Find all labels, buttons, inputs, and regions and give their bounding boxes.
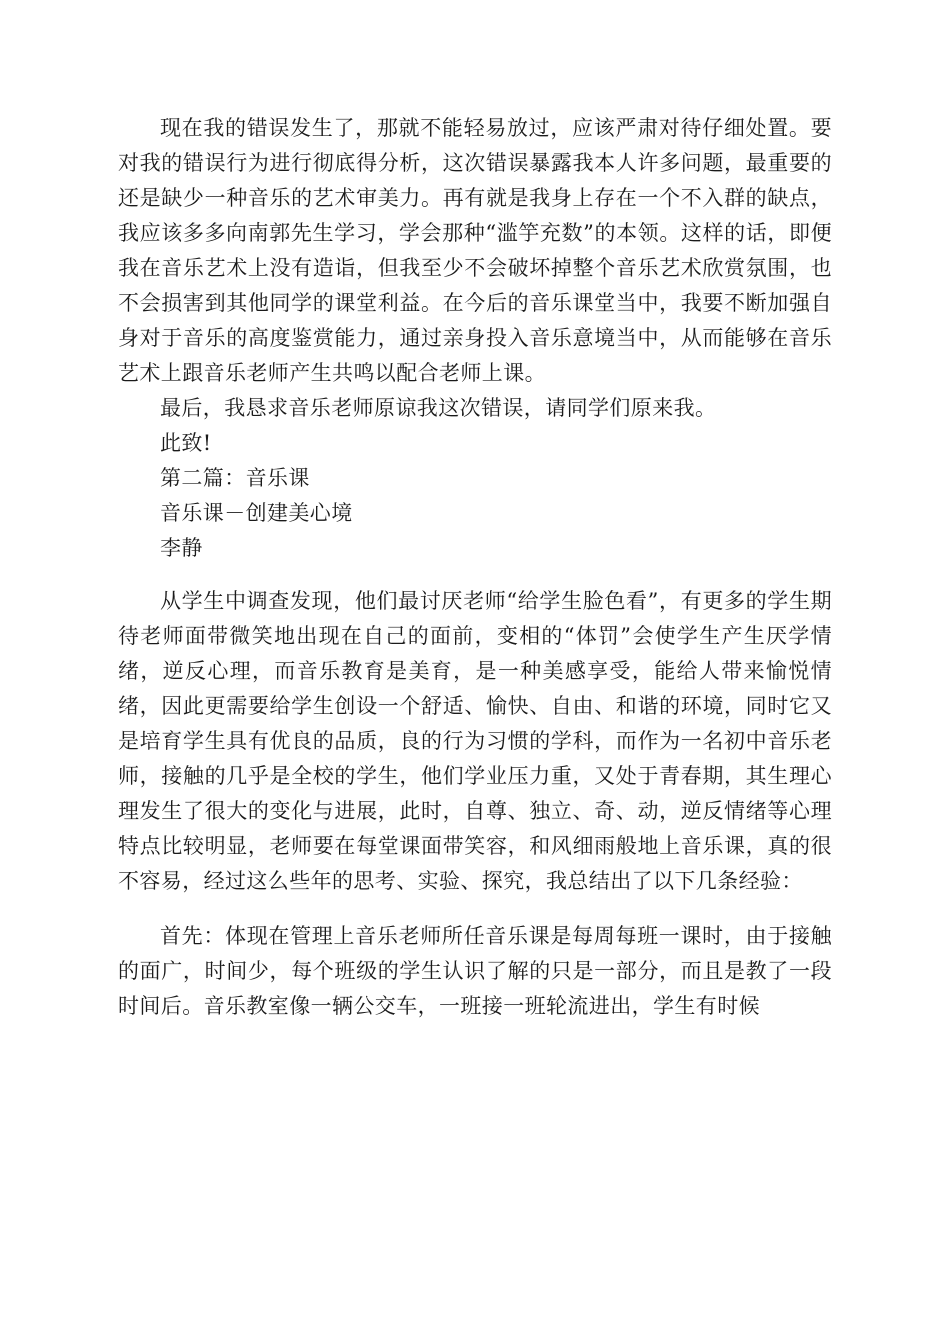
paragraph-closing-plea: 最后，我恳求音乐老师原谅我这次错误，请同学们原来我。 [160, 396, 717, 420]
salutation: 此致! [160, 431, 212, 455]
article-title: 音乐课－创建美心境 [160, 501, 353, 525]
section-heading: 第二篇：音乐课 [160, 466, 310, 490]
paragraph-survey-findings: 从学生中调查发现，他们最讨厌老师“给学生脸色看”，有更多的学生期待老师面带微笑地出现在自己的面前，变相的“体罚”会使学生产生厌学情绪，逆反心理，而音乐教育是美育，是一种美感享受，能给人带来愉悦情绪，因此更需要给学生创设一个舒适、愉快、自由、和谐的环境，同时它又是培育学生具有优良的品质，良的行为习惯的学科，而作为一名初中音乐老师，接触的几乎是全校的学生，他们学业压力重，又处于青春期，其生理心理发生了很大的变化与进展，此时，自尊、独立、奇、动，逆反情绪等心理特点比较明显，老师要在每堂课面带笑容，和风细雨般地上音乐课，真的很不容易，经过这么些年的思考、实验、探究，我总结出了以下几条经验： [118, 589, 832, 893]
document-page [118, 111, 832, 1024]
paragraph-apology-reflection: 现在我的错误发生了，那就不能轻易放过，应该严肃对待仔细处置。要对我的错误行为进行彻底得分析，这次错误暴露我本人许多问题，最重要的还是缺少一种音乐的艺术审美力。再有就是我身上存在一个不入群的缺点，我应该多多向南郭先生学习，学会那种“滥竽充数”的本领。这样的话，即便我在音乐艺术上没有造诣，但我至少不会破坏掉整个音乐艺术欣赏氛围，也不会损害到其他同学的课堂利益。在今后的音乐课堂当中，我要不断加强自身对于音乐的高度鉴赏能力，通过亲身投入音乐意境当中，从而能够在音乐艺术上跟音乐老师产生共鸣以配合老师上课。 [118, 116, 832, 385]
author-name: 李静 [160, 536, 203, 560]
paragraph-first-point: 首先：体现在管理上音乐老师所任音乐课是每周每班一课时，由于接触的面广，时间少，每个班级的学生认识了解的只是一部分，而且是教了一段时间后。音乐教室像一辆公交车，一班接一班轮流进出，学生有时候 [118, 924, 832, 1018]
